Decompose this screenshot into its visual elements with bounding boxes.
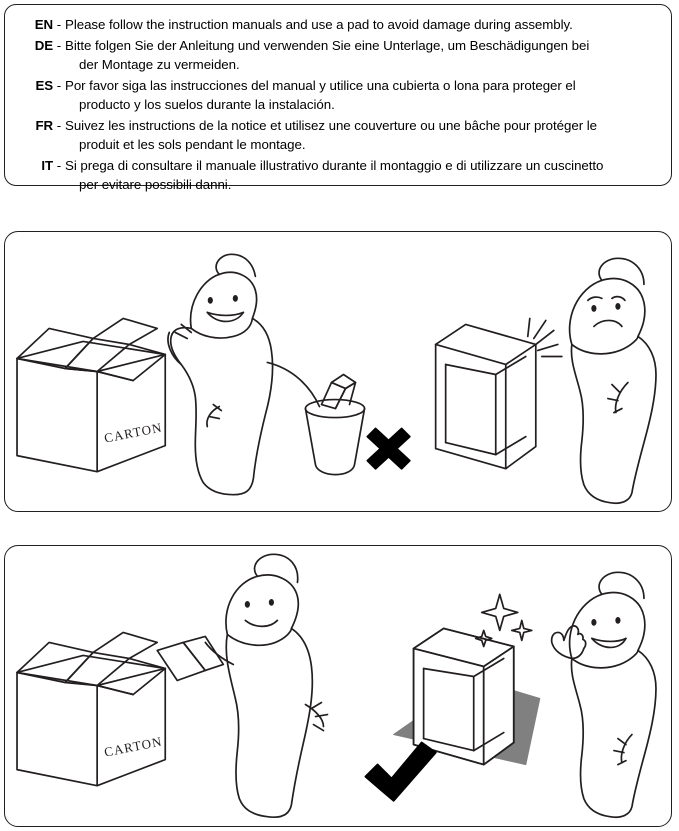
instruction-text-fr-cont: produit et les sols pendant le montage. <box>79 137 306 152</box>
instruction-line-es <box>19 76 657 115</box>
cross-mark-icon <box>368 429 410 469</box>
instruction-text-en: Please follow the instruction manuals and use a pad to avoid damage during assembly. <box>65 17 573 32</box>
dash-es: - <box>56 77 62 93</box>
instruction-text-de-cont: der Montage zu vermeiden. <box>79 57 240 72</box>
waste-bin <box>305 375 364 475</box>
multilingual-warning-panel <box>4 4 672 192</box>
check-mark-icon <box>366 743 436 801</box>
instruction-text-es: Por favor siga las instrucciones del manual y utilice una cubierta o lona para proteger el <box>65 77 576 93</box>
language-code-de: DE <box>34 37 53 53</box>
dash-it: - <box>56 157 62 173</box>
person-discarding-manual <box>168 254 319 494</box>
manual-pages-in-bin <box>321 375 355 409</box>
language-code-fr: FR <box>35 117 53 133</box>
carton-label: CARTON <box>102 419 164 446</box>
instruction-line-fr <box>19 116 657 155</box>
open-cardboard-box <box>17 318 165 471</box>
dash-en: - <box>56 17 62 32</box>
instruction-line-en <box>19 15 657 35</box>
instruction-text-fr: Suivez les instructions de la notice et utilisez une couverture ou une bâche pour protéger le <box>65 117 597 133</box>
incorrect-assembly-illustration <box>4 231 672 512</box>
damaged-cabinet <box>436 318 562 468</box>
unhappy-person <box>570 258 656 503</box>
instruction-line-it <box>19 156 657 195</box>
language-code-es: ES <box>35 77 53 93</box>
instruction-text-es-cont: producto y los suelos durante la instalación. <box>79 97 335 112</box>
undamaged-cabinet <box>414 628 514 764</box>
instruction-text-it: Si prega di consultare il manuale illustrativo durante il montaggio e di utilizzare un cuscinetto <box>65 157 604 173</box>
happy-person-thumbs-up <box>552 572 656 817</box>
dash-de: - <box>56 37 62 53</box>
correct-assembly-illustration <box>4 545 672 827</box>
language-code-en: EN <box>34 17 53 32</box>
carton-label: CARTON <box>102 733 164 760</box>
language-code-it: IT <box>41 157 53 173</box>
open-cardboard-box <box>17 632 165 785</box>
instruction-text-de: Bitte folgen Sie der Anleitung und verwenden Sie eine Unterlage, um Beschädigungen bei <box>65 37 590 53</box>
impact-burst-icon <box>528 318 562 356</box>
person-reading-manual <box>157 554 327 817</box>
instruction-line-de <box>19 36 657 75</box>
instruction-manual-page <box>157 636 223 680</box>
dash-fr: - <box>56 117 62 133</box>
instruction-text-it-cont: per evitare possibili danni. <box>79 177 232 192</box>
